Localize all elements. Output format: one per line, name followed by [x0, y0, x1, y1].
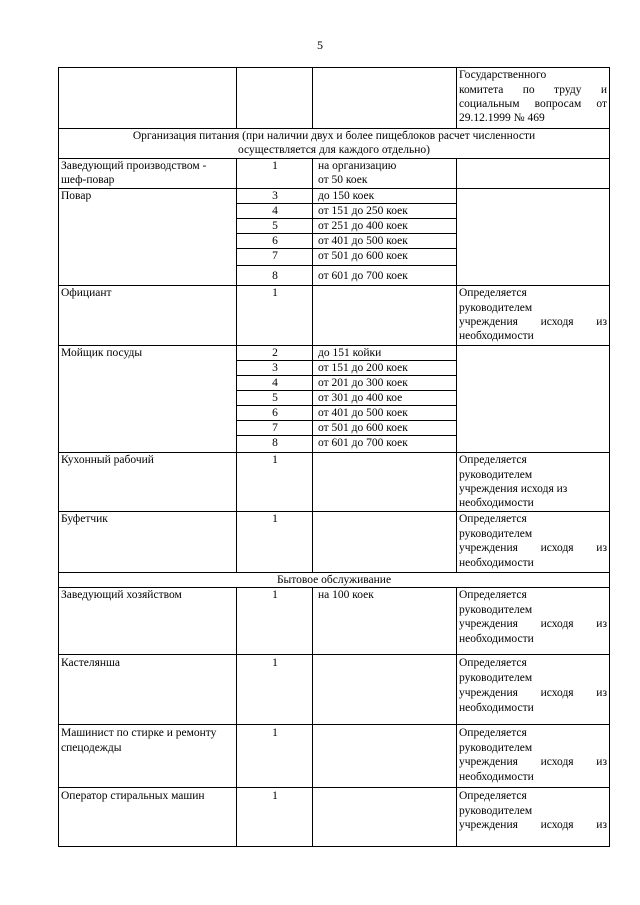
staff-count: 8: [272, 437, 278, 449]
note-line: Определяется: [459, 454, 527, 466]
note-line: учреждения исходя из: [459, 819, 607, 831]
staffing-norm: от 251 до 400 коек: [318, 220, 408, 232]
position-name: спецодежды: [61, 742, 122, 754]
position-name: Повар: [61, 190, 92, 202]
note-line: руководителем: [459, 604, 533, 616]
staff-count: 7: [272, 422, 278, 434]
note-line: необходимости: [459, 330, 534, 342]
staffing-norm: от 50 коек: [318, 174, 368, 186]
staffing-norm: от 401 до 500 коек: [318, 407, 408, 419]
note-line: необходимости: [459, 633, 534, 645]
section-title-food: осуществляется для каждого отдельно): [238, 144, 430, 156]
staff-count: 3: [272, 190, 278, 202]
position-name: Буфетчик: [61, 513, 108, 525]
staffing-norm: от 201 до 300 коек: [318, 377, 408, 389]
note-line: учреждения исходя из: [459, 756, 607, 768]
staffing-norm: от 501 до 600 коек: [318, 250, 408, 262]
note-line: учреждения исходя из: [459, 483, 568, 495]
staffing-norm: до 150 коек: [318, 190, 375, 202]
staffing-norm: на организацию: [318, 160, 397, 172]
staff-count: 8: [272, 270, 278, 282]
note-line: учреждения исходя из: [459, 542, 607, 554]
staffing-norm: на 100 коек: [318, 589, 374, 601]
position-name: Заведующий хозяйством: [61, 589, 182, 601]
note-line: Определяется: [459, 657, 527, 669]
staffing-norm: от 601 до 700 коек: [318, 270, 408, 282]
staff-count: 4: [272, 205, 278, 217]
staff-count: 1: [272, 287, 278, 299]
staffing-norm: от 501 до 600 коек: [318, 422, 408, 434]
staff-count: 7: [272, 250, 278, 262]
note-line: Определяется: [459, 589, 527, 601]
section-title-food: Организация питания (при наличии двух и более пищеблоков расчет численности: [132, 130, 536, 142]
staff-count: 1: [272, 513, 278, 525]
note-line: учреждения исходя из: [459, 687, 607, 699]
note-line: необходимости: [459, 771, 534, 783]
note-line: Определяется: [459, 513, 527, 525]
header-note-line: комитета по труду и: [459, 84, 607, 96]
note-line: Определяется: [459, 727, 527, 739]
staff-count: 1: [272, 790, 278, 802]
note-line: руководителем: [459, 805, 533, 817]
note-line: необходимости: [459, 497, 534, 509]
note-line: руководителем: [459, 528, 533, 540]
staffing-norm: от 601 до 700 коек: [318, 437, 408, 449]
position-name: шеф-повар: [61, 174, 115, 186]
note-line: Определяется: [459, 790, 527, 802]
staff-count: 1: [272, 589, 278, 601]
note-line: необходимости: [459, 702, 534, 714]
note-line: руководителем: [459, 672, 533, 684]
staff-count: 6: [272, 235, 278, 247]
staffing-norm: от 151 до 200 коек: [318, 362, 408, 374]
staff-count: 1: [272, 454, 278, 466]
staffing-norm: от 301 до 400 кое: [318, 392, 403, 404]
staff-count: 5: [272, 392, 278, 404]
position-name: Официант: [61, 287, 112, 299]
staffing-norm: от 151 до 250 коек: [318, 205, 408, 217]
staff-count: 1: [272, 160, 278, 172]
note-line: учреждения исходя из: [459, 618, 607, 630]
staffing-norm: до 151 койки: [318, 347, 382, 359]
staff-count: 4: [272, 377, 278, 389]
section-title-household: Бытовое обслуживание: [276, 574, 392, 586]
note-line: необходимости: [459, 557, 534, 569]
staff-count: 6: [272, 407, 278, 419]
note-line: Определяется: [459, 287, 527, 299]
staffing-norm: от 401 до 500 коек: [318, 235, 408, 247]
page-number: 5: [317, 38, 323, 52]
position-name: Мойщик посуды: [61, 347, 143, 359]
staff-count: 5: [272, 220, 278, 232]
position-name: Оператор стиральных машин: [61, 790, 205, 802]
position-name: Кастелянша: [61, 657, 120, 669]
staff-count: 1: [272, 727, 278, 739]
staff-count: 2: [272, 347, 278, 359]
note-line: руководителем: [459, 302, 533, 314]
staff-count: 3: [272, 362, 278, 374]
note-line: учреждения исходя из: [459, 316, 607, 328]
position-name: Заведующий производством -: [61, 160, 207, 172]
header-note-line: 29.12.1999 № 469: [459, 112, 545, 124]
header-note-line: социальным вопросам от: [459, 98, 607, 110]
staff-count: 1: [272, 657, 278, 669]
note-line: руководителем: [459, 469, 533, 481]
note-line: руководителем: [459, 742, 533, 754]
position-name: Машинист по стирке и ремонту: [61, 727, 217, 739]
header-note-line: Государственного: [459, 69, 547, 81]
position-name: Кухонный рабочий: [61, 454, 154, 466]
